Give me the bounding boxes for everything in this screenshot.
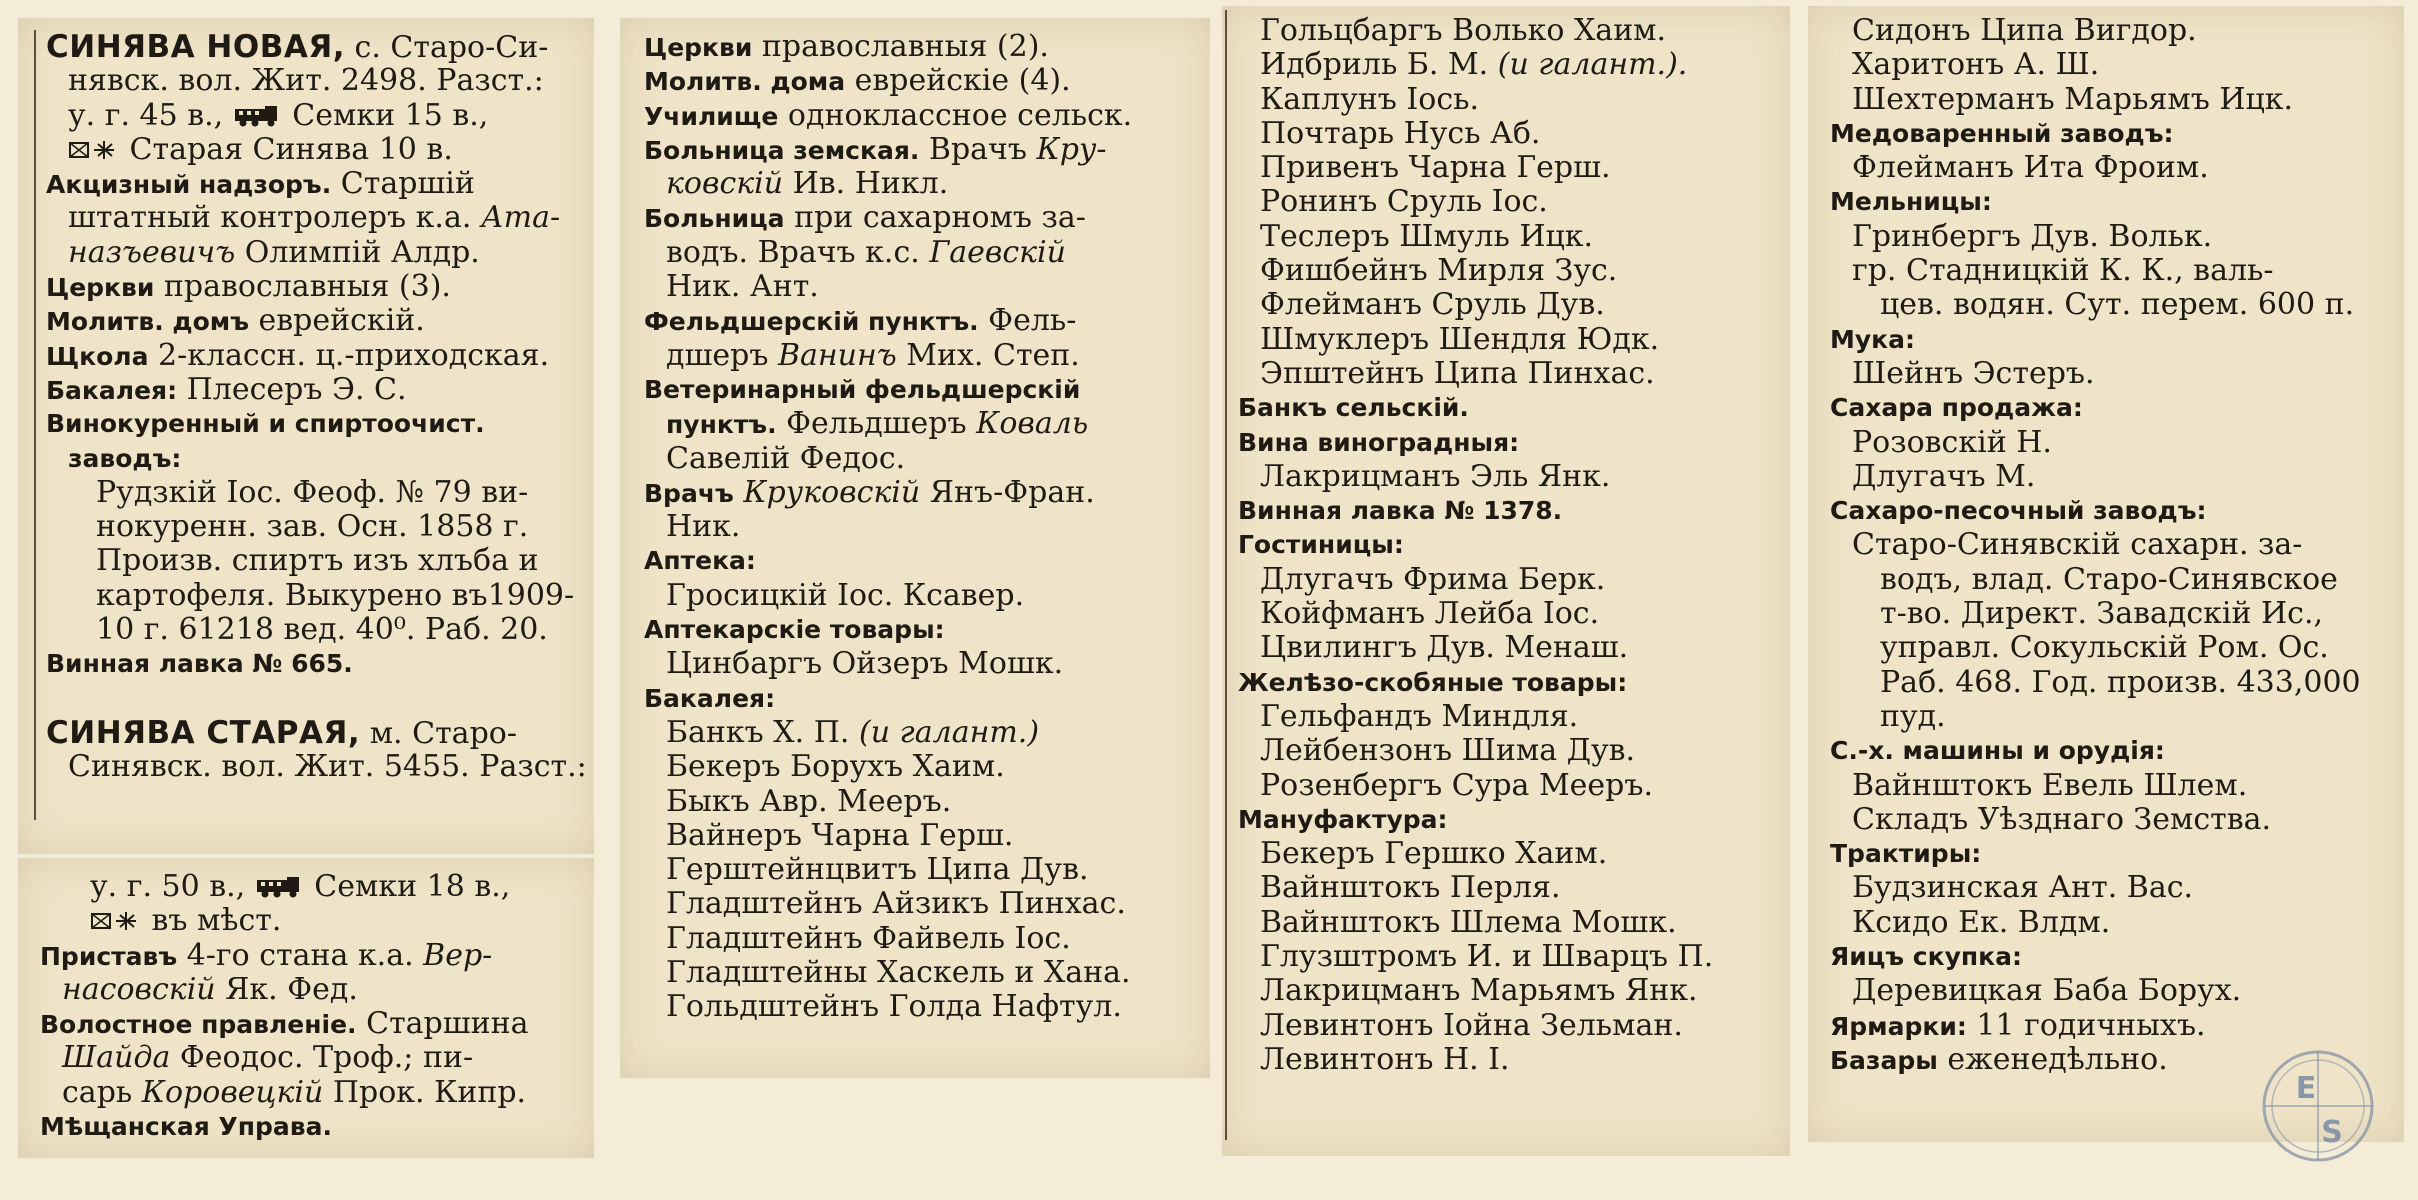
text-line: Больница земская. Врачъ Кру- bbox=[644, 132, 1107, 167]
heading: Трактиры: bbox=[1830, 839, 1982, 869]
text-line: нявск. вол. Жит. 2498. Разст.: bbox=[68, 64, 544, 99]
heading: Мануфактура: bbox=[1238, 804, 1448, 834]
list-item: Сидонъ Ципа Вигдор. bbox=[1852, 14, 2197, 48]
list-item: Деревицкая Баба Борух. bbox=[1852, 974, 2242, 1009]
text-line: ковскій Ив. Никл. bbox=[666, 167, 949, 202]
text-line: Савелій Федос. bbox=[666, 441, 906, 476]
list-item: Харитонъ А. Ш. bbox=[1852, 48, 2100, 83]
list-item: Лейбензонъ Шима Дув. bbox=[1260, 734, 1636, 769]
text-line: Цинбаргъ Ойзеръ Мошк. bbox=[666, 647, 1064, 682]
text-line: у. г. 50 в., Семки 18 в., bbox=[90, 870, 511, 904]
list-item: Лакрицманъ Эль Янк. bbox=[1260, 459, 1611, 494]
list-item: Почтарь Нусь Аб. bbox=[1260, 116, 1541, 151]
list-item: Гольцбаргъ Волько Хаим. bbox=[1260, 14, 1667, 48]
heading: Яицъ скупка: bbox=[1830, 942, 2022, 972]
heading: Винокуренный и спиртоочист. bbox=[46, 409, 485, 439]
text-line: Волостное правленіе. Старшина bbox=[40, 1007, 529, 1042]
text-line: Гросицкій Іос. Ксавер. bbox=[666, 578, 1025, 613]
list-item: Гладштейнъ Файвель Іос. bbox=[666, 921, 1071, 956]
list-item: Фишбейнъ Мирля Зус. bbox=[1260, 254, 1618, 289]
heading: заводъ: bbox=[68, 443, 182, 473]
column-rule-middle bbox=[1225, 10, 1227, 1140]
column-1 bbox=[46, 30, 587, 785]
list-item: Длугачъ Фрима Берк. bbox=[1260, 562, 1606, 597]
list-item: Шехтерманъ Марьямъ Ицк. bbox=[1852, 82, 2294, 117]
list-item: Бекеръ Борухъ Хаим. bbox=[666, 750, 1005, 785]
list-item: Гладштейны Хаскель и Хана. bbox=[666, 956, 1131, 991]
text-line: Щкола 2-классн. ц.-приходская. bbox=[46, 338, 550, 373]
heading: Ветеринарный фельдшерскій bbox=[644, 374, 1081, 404]
watermark-stamp-icon bbox=[2258, 1046, 2378, 1166]
text-line: Церкви православныя (2). bbox=[644, 30, 1049, 64]
text-line: Фельдшерскій пунктъ. Фель- bbox=[644, 304, 1077, 339]
list-item: Розовскій Н. bbox=[1852, 425, 2052, 460]
text-line: въ мѣст. bbox=[40, 904, 529, 938]
text-line: Ник. bbox=[666, 510, 741, 545]
list-item: Вайнштокъ Евель Шлем. bbox=[1852, 768, 2248, 803]
spacer bbox=[46, 682, 587, 716]
text-line: Бакалея: Плесеръ Э. С. bbox=[46, 372, 407, 407]
heading: Аптека: bbox=[644, 546, 756, 576]
list-item: Гладштейнъ Айзикъ Пинхас. bbox=[666, 887, 1126, 922]
column-3 bbox=[1238, 14, 1713, 1077]
column-rule-left bbox=[34, 30, 36, 820]
text-line: Больница при сахарномъ за- bbox=[644, 201, 1086, 236]
list-item: Быкъ Авр. Мееръ. bbox=[666, 784, 952, 819]
heading: С.-х. машины и орудія: bbox=[1830, 736, 2165, 766]
text-line: Базары еженедѣльно. bbox=[1830, 1042, 2168, 1077]
text-line: Ник. Ант. bbox=[666, 270, 819, 305]
list-item: Глузштромъ И. и Шварцъ П. bbox=[1260, 940, 1714, 975]
list-item: Эпштейнъ Ципа Пинхас. bbox=[1260, 356, 1655, 391]
text-line: Молитв. домъ еврейскій. bbox=[46, 304, 425, 339]
heading: Мельницы: bbox=[1830, 187, 1992, 217]
list-item: Гельфандъ Миндля. bbox=[1260, 699, 1579, 734]
list-item: Бекеръ Гершко Хаим. bbox=[1260, 837, 1608, 872]
post-telegraph-icon bbox=[90, 909, 142, 933]
text-line: Произв. спиртъ изъ хлъба и bbox=[96, 544, 539, 579]
list-item: Цвилингъ Дув. Менаш. bbox=[1260, 631, 1629, 666]
list-item: цев. водян. Сут. перем. 600 п. bbox=[1880, 288, 2355, 323]
list-item: Раб. 468. Год. произв. 433,000 bbox=[1880, 665, 2361, 700]
entry-title-line: СИНЯВА НОВАЯ, с. Старо-Си- bbox=[46, 30, 549, 65]
text-line: картофеля. Выкурено въ1909- bbox=[96, 578, 575, 613]
list-item: гр. Стадницкій К. К., валь- bbox=[1852, 254, 2274, 289]
heading: Винная лавка № 1378. bbox=[1238, 496, 1563, 526]
text-line: Молитв. дома еврейскіе (4). bbox=[644, 64, 1071, 99]
list-item: Шейнъ Эстеръ. bbox=[1852, 356, 2095, 391]
heading: Мѣщанская Управа. bbox=[40, 1112, 332, 1142]
heading: Медоваренный заводъ: bbox=[1830, 118, 2174, 148]
heading: Сахара продажа: bbox=[1830, 393, 2083, 423]
heading: Вина виноградныя: bbox=[1238, 427, 1520, 457]
heading: Желѣзо-скобяные товары: bbox=[1238, 667, 1628, 697]
list-item: управл. Сокульскій Ром. Ос. bbox=[1880, 631, 2329, 666]
text-line: Старая Синява 10 в. bbox=[46, 133, 587, 167]
column-1-continued bbox=[40, 870, 529, 1144]
text-line: насовскій Як. Фед. bbox=[62, 972, 358, 1007]
list-item: Вайнеръ Чарна Герш. bbox=[666, 818, 1014, 853]
train-icon bbox=[233, 105, 283, 127]
text-line: дшеръ Ванинъ Мих. Степ. bbox=[666, 338, 1080, 373]
text-line: нокуренн. зав. Осн. 1858 г. bbox=[96, 510, 529, 545]
column-4 bbox=[1830, 14, 2361, 1077]
text-line: Банкъ Х. П. (и галант.) bbox=[666, 715, 1040, 750]
list-item: Левинтонъ Іойна Зельман. bbox=[1260, 1008, 1683, 1043]
heading: Винная лавка № 665. bbox=[46, 649, 353, 679]
list-item: Теслеръ Шмуль Ицк. bbox=[1260, 219, 1594, 254]
text-line: Церкви православныя (3). bbox=[46, 270, 451, 305]
text-line: Врачъ Круковскій Янъ-Фран. bbox=[644, 475, 1095, 510]
stamp-letter-bottom: S bbox=[2321, 1115, 2343, 1150]
list-item: Ксидо Ек. Влдм. bbox=[1852, 905, 2111, 940]
list-item: Гринбергъ Дув. Вольк. bbox=[1852, 219, 2213, 254]
list-item: Левинтонъ Н. І. bbox=[1260, 1042, 1510, 1077]
list-item: Вайнштокъ Шлема Мошк. bbox=[1260, 905, 1677, 940]
list-item: Складъ Уѣзднаго Земства. bbox=[1852, 802, 2272, 837]
heading: Гостиницы: bbox=[1238, 530, 1404, 560]
list-item: т-во. Директ. Завадскій Ис., bbox=[1880, 597, 2324, 632]
text-line: Синявск. вол. Жит. 5455. Разст.: bbox=[68, 750, 587, 785]
text-line: Училище одноклассное сельск. bbox=[644, 98, 1133, 133]
list-item: Койфманъ Лейба Іос. bbox=[1260, 597, 1600, 632]
train-icon bbox=[255, 876, 305, 898]
list-item: Флейманъ Сруль Дув. bbox=[1260, 288, 1605, 323]
text-line: сарь Коровецкій Прок. Кипр. bbox=[62, 1075, 527, 1110]
post-telegraph-icon bbox=[68, 138, 120, 162]
list-item: Вайнштокъ Перля. bbox=[1260, 871, 1561, 906]
text-line: водъ. Врачъ к.с. Гаевскій bbox=[666, 235, 1066, 270]
list-item: Шмуклеръ Шендля Юдк. bbox=[1260, 322, 1660, 357]
list-item: Идбриль Б. М. (и галант.). bbox=[1260, 48, 1688, 83]
list-item: водъ, влад. Старо-Синявское bbox=[1880, 562, 2338, 597]
text-line: Шайда Феодос. Троф.; пи- bbox=[62, 1041, 474, 1076]
text-line: Приставъ 4-го стана к.а. Вер- bbox=[40, 938, 493, 973]
list-item: Длугачъ М. bbox=[1852, 459, 2036, 494]
text-line: пунктъ. Фельдшеръ Коваль bbox=[666, 407, 1089, 442]
column-2 bbox=[644, 30, 1132, 1025]
list-item: Лакрицманъ Марьямъ Янк. bbox=[1260, 974, 1698, 1009]
list-item: Каплунъ Іось. bbox=[1260, 82, 1480, 117]
list-item: Гольдштейнъ Голда Нафтул. bbox=[666, 990, 1122, 1025]
list-item: Герштейнцвитъ Ципа Дув. bbox=[666, 853, 1089, 888]
heading: Аптекарскіе товары: bbox=[644, 615, 945, 645]
list-item: Старо-Синявскій сахарн. за- bbox=[1852, 528, 2303, 563]
stamp-letter-top: E bbox=[2295, 1071, 2317, 1106]
text-line: штатный контролеръ к.а. Ата- bbox=[68, 201, 561, 236]
entry-title-line: СИНЯВА СТАРАЯ, м. Старо- bbox=[46, 715, 517, 751]
text-line: Ярмарки: 11 годичныхъ. bbox=[1830, 1008, 2206, 1043]
text-line: назъевичъ Олимпій Алдр. bbox=[68, 235, 480, 270]
list-item: Ронинъ Сруль Іос. bbox=[1260, 185, 1548, 220]
text-line: Акцизный надзоръ. Старшій bbox=[46, 167, 475, 202]
list-item: пуд. bbox=[1880, 699, 1946, 734]
heading: Бакалея: bbox=[644, 683, 776, 713]
list-item: Привенъ Чарна Герш. bbox=[1260, 151, 1611, 186]
list-item: Розенбергъ Сура Мееръ. bbox=[1260, 768, 1654, 803]
text-line: у. г. 45 в., Семки 15 в., bbox=[68, 98, 489, 133]
list-item: Будзинская Ант. Вас. bbox=[1852, 871, 2194, 906]
list-item: Флейманъ Ита Фроим. bbox=[1852, 151, 2209, 186]
heading: Банкъ сельскій. bbox=[1238, 393, 1469, 423]
heading: Мука: bbox=[1830, 324, 1916, 354]
text-line: Рудзкій Іос. Феоф. № 79 ви- bbox=[96, 475, 529, 510]
heading: Сахаро-песочный заводъ: bbox=[1830, 496, 2207, 526]
text-line: 10 г. 61218 вед. 40⁰. Раб. 20. bbox=[96, 613, 548, 648]
